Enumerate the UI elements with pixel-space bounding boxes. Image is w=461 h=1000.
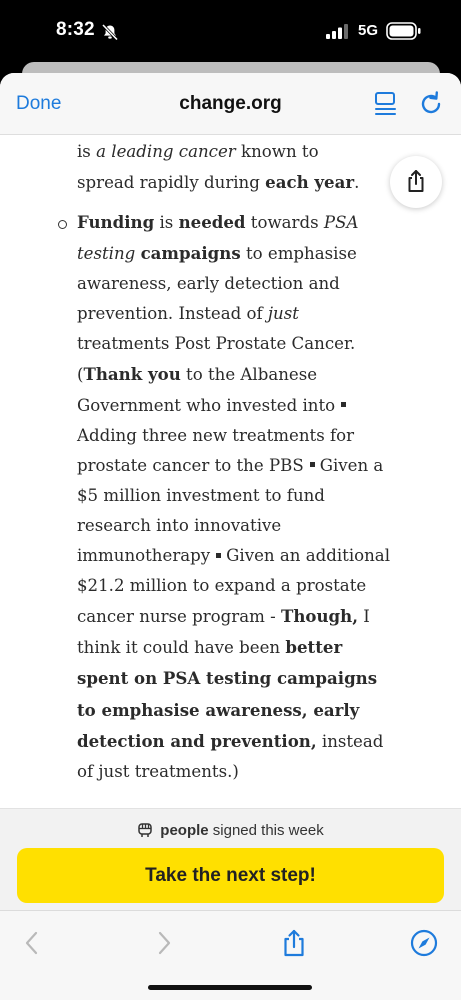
status-time: 8:32 (56, 19, 95, 40)
take-next-step-button[interactable]: Take the next step! (17, 848, 444, 903)
cellular-signal-icon (326, 24, 350, 39)
text-run: is (77, 142, 97, 161)
reload-icon[interactable] (418, 91, 444, 117)
text-run: to the Albanese Government who invested into (77, 365, 336, 415)
site-title: change.org (179, 93, 282, 114)
text-run-bold: campaigns (140, 243, 241, 264)
browser-nav-bar (0, 73, 461, 135)
text-run-bold: Funding (77, 212, 155, 232)
square-bullet (310, 462, 315, 467)
people-label: people (160, 822, 209, 839)
text-run: is (154, 213, 179, 232)
text-run-bold: Though, (281, 606, 358, 627)
done-button[interactable]: Done (16, 93, 62, 114)
reader-mode-icon[interactable] (374, 91, 398, 117)
share-icon (405, 169, 427, 193)
signed-text: signed this week (208, 822, 324, 839)
text-run-bold: needed (178, 212, 246, 232)
list-item-funding (77, 207, 392, 787)
text-run: treatments Post Prostate Cancer. ( (77, 334, 356, 385)
status-bar (0, 0, 461, 64)
compass-safari-icon[interactable] (410, 929, 438, 957)
petition-body (0, 135, 461, 811)
home-indicator (148, 985, 312, 990)
text-run: Adding three new treatments for prostate cancer to the PBS (77, 425, 355, 475)
text-run-italic: just (267, 304, 299, 324)
network-type: 5G (358, 22, 379, 39)
text-run: instead of just treatments.) (77, 731, 384, 781)
text-run: I think it could have been (77, 607, 370, 658)
browser-sheet (0, 73, 461, 1000)
share-icon[interactable] (280, 929, 308, 957)
square-bullet (341, 402, 346, 407)
text-run: Given a $5 million investment to fund research into innovative immunotherapy (77, 455, 384, 566)
text-run-bold: each year (265, 172, 355, 192)
raised-fist-icon (137, 821, 153, 838)
paragraph-fragment (77, 137, 377, 198)
text-run: Given an additional $21.2 million to expand a prostate cancer nurse program - (77, 546, 391, 627)
text-run-bold: better spent on PSA testing campaigns to emphasise awareness, early detection and prevention, (77, 637, 378, 751)
signup-bar (0, 808, 461, 919)
battery-icon (386, 22, 422, 40)
text-run: towards (245, 213, 324, 232)
text-run: known to spread rapidly during (77, 142, 319, 192)
bell-slash-icon (101, 23, 119, 41)
forward-icon[interactable] (150, 929, 178, 957)
list-bullet (58, 220, 67, 229)
share-button[interactable] (390, 156, 442, 208)
text-run: to emphasise awareness, early detection and prevention. Instead of (77, 244, 357, 324)
signed-this-week-line (0, 821, 461, 839)
text-run-italic: a leading cancer (96, 142, 236, 161)
text-run: . (354, 173, 360, 192)
square-bullet (216, 553, 221, 558)
back-icon[interactable] (18, 929, 46, 957)
text-run-bold: Thank you (83, 364, 181, 385)
text-run-italic: PSA testing (77, 213, 359, 264)
